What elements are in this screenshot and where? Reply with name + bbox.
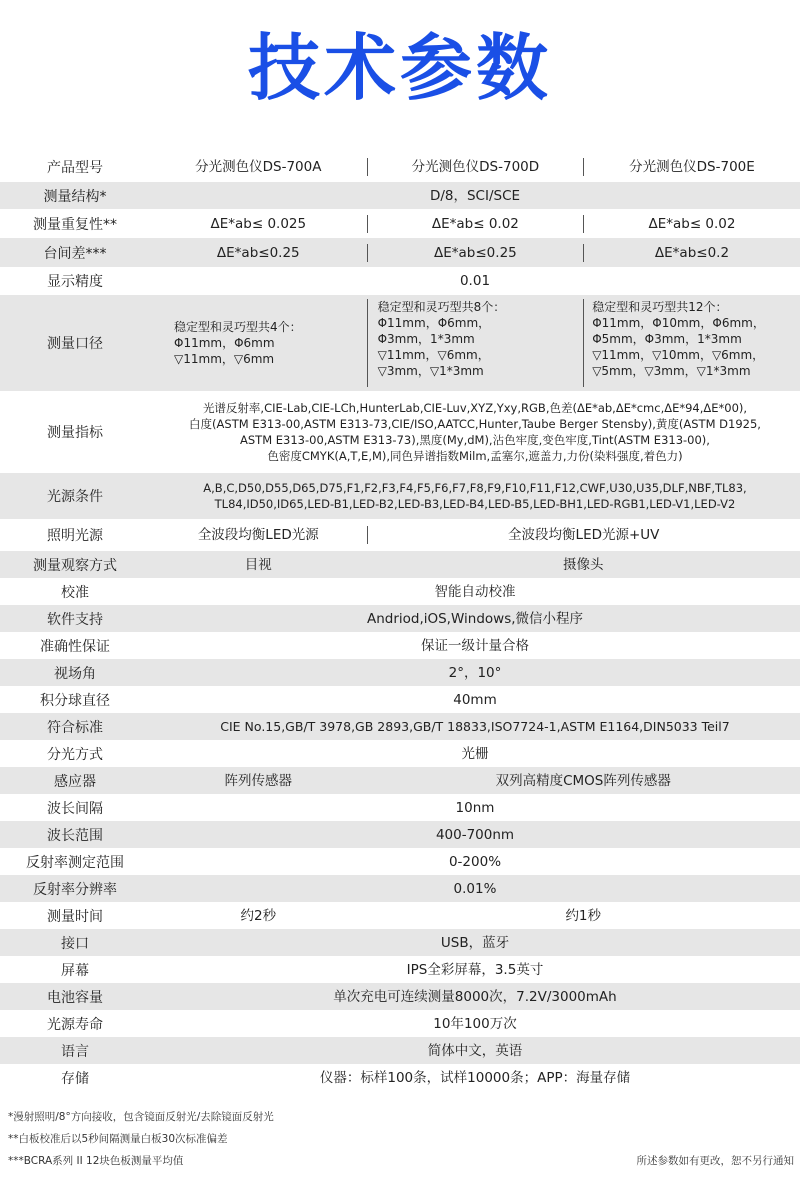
row-value: USB，蓝牙 — [440, 934, 510, 951]
row-accuracy — [0, 632, 800, 659]
row-interface — [0, 929, 800, 956]
inter-d: ΔE*ab≤0.25 — [367, 244, 584, 262]
row-value: 仪器：标样100条，试样10000条；APP：海量存储 — [319, 1069, 631, 1086]
aperture-e: 稳定型和灵巧型共12个： Φ11mm，Φ10mm，Φ6mm， Φ5mm，Φ3mm，1*3mm ▽11mm，▽10mm，▽6mm， ▽5mm，▽3mm，▽1*3mm — [583, 299, 800, 387]
row-label: 测量口径 — [47, 336, 103, 352]
row-interval — [0, 794, 800, 821]
row-repeatability — [0, 209, 800, 238]
row-value: 2°，10° — [448, 664, 502, 681]
aperture-a: 稳定型和灵巧型共4个： Φ11mm，Φ6mm ▽11mm，▽6mm — [174, 320, 302, 366]
row-label: 测量重复性** — [33, 216, 117, 233]
row-storage — [0, 1064, 800, 1091]
page-title: 技术参数 — [247, 26, 552, 110]
sensor-de: 双列高精度CMOS阵列传感器 — [495, 772, 671, 789]
row-value: 智能自动校准 — [434, 583, 516, 600]
footnote-3: ***BCRA系列 II 12块色板测量平均值 — [8, 1155, 184, 1167]
row-label: 光源条件 — [47, 489, 103, 505]
row-value: 0-200% — [448, 853, 502, 870]
row-view-angle — [0, 659, 800, 686]
row-label: 积分球直径 — [40, 692, 110, 709]
viewing-a: 目视 — [244, 556, 272, 573]
row-value: 简体中文，英语 — [427, 1042, 523, 1059]
time-de: 约1秒 — [565, 907, 602, 924]
time-a: 约2秒 — [240, 907, 277, 924]
illumination-a: 全波段均衡LED光源 — [197, 527, 319, 543]
aperture-d: 稳定型和灵巧型共8个： Φ11mm，Φ6mm， Φ3mm，1*3mm ▽11mm，▽6mm， ▽3mm，▽1*3mm — [367, 299, 584, 387]
footnote-2: **白板校准后以5秒间隔测量白板30次标准偏差 — [8, 1133, 228, 1145]
inter-a: ΔE*ab≤0.25 — [216, 244, 300, 261]
row-spectral — [0, 740, 800, 767]
row-value: 10年100万次 — [433, 1015, 517, 1032]
row-label: 显示精度 — [47, 274, 103, 290]
row-language — [0, 1037, 800, 1064]
sensor-a: 阵列传感器 — [224, 772, 293, 789]
row-sensor — [0, 767, 800, 794]
row-value: D/8，SCI/SCE — [429, 187, 521, 204]
row-label: 反射率分辨率 — [33, 881, 117, 898]
spec-table — [0, 152, 800, 1091]
row-label: 测量结构* — [43, 188, 107, 205]
row-time — [0, 902, 800, 929]
row-label: 电池容量 — [47, 989, 103, 1006]
repeatability-a: ΔE*ab≤ 0.025 — [210, 215, 307, 232]
row-label: 产品型号 — [47, 160, 103, 176]
model-d: 分光测色仪DS-700D — [367, 158, 584, 176]
repeatability-d: ΔE*ab≤ 0.02 — [367, 215, 584, 233]
row-label: 接口 — [61, 935, 89, 952]
repeatability-e: ΔE*ab≤ 0.02 — [583, 215, 800, 233]
indices-text: 光谱反射率,CIE-Lab,CIE-LCh,HunterLab,CIE-Luv,XYZ,Yxy,RGB,色差(ΔE*ab,ΔE*cmc,ΔE*94,ΔE*00), 白度(ASTM E313-00,ASTM E313-73,CIE/ISO,AATCC,Hunter,Taube Berger Stensby),黄度(ASTM D1925, ASTM E313-00,ASTM E313-73),黑度(My,dM),沾色牢度,变色牢度,Tint(ASTM E313-00), 色密度CMYK(A,T,E,M),同色异谱指数Milm,孟塞尔,遮盖力,力份(染料强度,着色力) — [189, 401, 761, 463]
row-label: 测量时间 — [47, 908, 103, 925]
row-label: 视场角 — [54, 665, 96, 682]
row-label: 分光方式 — [47, 746, 103, 763]
row-screen — [0, 956, 800, 983]
illumination-de: 全波段均衡LED光源+UV — [367, 526, 800, 544]
row-label: 校准 — [61, 584, 89, 601]
row-value: 单次充电可连续测量8000次，7.2V/3000mAh — [333, 988, 617, 1005]
row-label: 波长范围 — [47, 827, 103, 844]
row-lamp-life — [0, 1010, 800, 1037]
model-a: 分光测色仪DS-700A — [195, 159, 322, 175]
disclaimer: 所述参数如有更改，恕不另行通知 — [636, 1155, 794, 1167]
row-model — [0, 152, 800, 182]
row-value: 10nm — [455, 799, 495, 816]
row-value: 保证一级计量合格 — [421, 637, 529, 654]
row-value: IPS全彩屏幕，3.5英寸 — [406, 961, 544, 978]
row-label: 符合标准 — [47, 719, 103, 736]
row-calibration — [0, 578, 800, 605]
row-label: 光源寿命 — [47, 1016, 103, 1033]
footnote-1: *漫射照明/8°方向接收，包含镜面反射光/去除镜面反射光 — [8, 1111, 274, 1123]
row-value: Andriod,iOS,Windows,微信小程序 — [366, 610, 584, 627]
row-label: 反射率测定范围 — [26, 854, 124, 871]
row-label: 屏幕 — [61, 962, 89, 979]
row-inter-instrument — [0, 238, 800, 267]
row-structure — [0, 182, 800, 209]
row-label: 存储 — [61, 1070, 89, 1087]
light-sources-text: A,B,C,D50,D55,D65,D75,F1,F2,F3,F4,F5,F6,F7,F8,F9,F10,F11,F12,CWF,U30,U35,DLF,NBF,TL83, TL84,ID50,ID65,LED-B1,LED-B2,LED-B3,LED-B4,LED-B5,LED-BH1,LED-RGB1,LED-V1,LED-V2 — [203, 481, 747, 511]
row-label: 语言 — [61, 1043, 89, 1060]
row-label: 测量指标 — [47, 425, 103, 441]
row-value: CIE No.15,GB/T 3978,GB 2893,GB/T 18833,ISO7724-1,ASTM E1164,DIN5033 Teil7 — [220, 718, 730, 734]
row-value: 0.01% — [453, 880, 497, 897]
row-standards — [0, 713, 800, 740]
row-viewing — [0, 551, 800, 578]
row-sphere — [0, 686, 800, 713]
row-refl-range — [0, 848, 800, 875]
row-illumination — [0, 519, 800, 551]
row-aperture — [0, 295, 800, 391]
row-light-sources — [0, 473, 800, 519]
row-value: 400-700nm — [435, 826, 515, 843]
model-e: 分光测色仪DS-700E — [583, 158, 800, 176]
row-value: 40mm — [453, 691, 497, 708]
footnotes — [8, 1106, 798, 1172]
inter-e: ΔE*ab≤0.2 — [583, 244, 800, 262]
row-precision — [0, 267, 800, 295]
row-battery — [0, 983, 800, 1010]
row-value: 光栅 — [461, 745, 489, 762]
row-label: 测量观察方式 — [33, 557, 117, 574]
row-label: 照明光源 — [47, 528, 103, 544]
row-label: 软件支持 — [47, 611, 103, 628]
row-label: 台间差*** — [43, 245, 107, 262]
row-indices — [0, 391, 800, 473]
row-label: 波长间隔 — [47, 800, 103, 817]
row-refl-res — [0, 875, 800, 902]
row-value: 0.01 — [459, 273, 491, 289]
row-range — [0, 821, 800, 848]
row-label: 准确性保证 — [40, 638, 110, 655]
row-label: 感应器 — [54, 773, 96, 790]
viewing-de: 摄像头 — [562, 556, 604, 573]
row-software — [0, 605, 800, 632]
